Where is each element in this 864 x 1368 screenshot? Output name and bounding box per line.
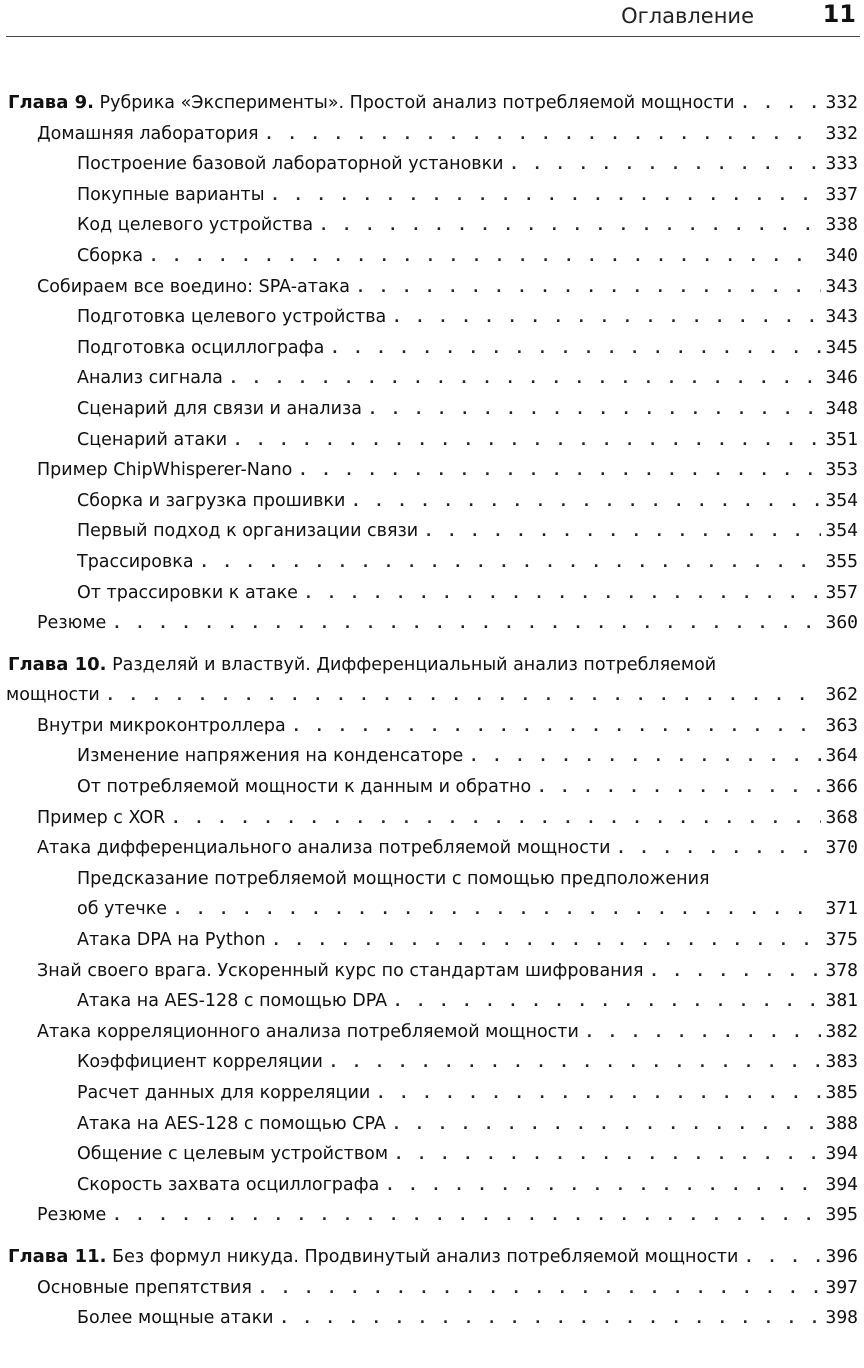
subsection-title: Сборка и загрузка прошивки — [77, 490, 346, 511]
toc-subsection[interactable] — [0, 1047, 864, 1078]
section-title: Пример ChipWhisperer-Nano — [37, 460, 293, 481]
leader-dots — [650, 956, 822, 987]
toc-page-number: 332 — [825, 122, 858, 144]
toc-section[interactable] — [0, 119, 864, 150]
table-of-contents — [0, 88, 864, 1334]
chapter-title: Без формул никуда. Продвинутый анализ потребляемой мощности — [112, 1246, 739, 1267]
toc-page-number: 375 — [825, 929, 858, 951]
leader-dots — [265, 119, 822, 150]
toc-page-number: 346 — [825, 367, 858, 389]
toc-subsection[interactable] — [0, 210, 864, 241]
subsection-title: Первый подход к организации связи — [77, 521, 419, 542]
toc-subsection[interactable] — [0, 180, 864, 211]
toc-page-number: 357 — [825, 581, 858, 603]
leader-dots — [233, 425, 821, 456]
chapter-label: Глава 11. — [8, 1245, 107, 1267]
leader-dots — [393, 986, 821, 1017]
leader-dots — [280, 1303, 822, 1334]
leader-dots — [368, 394, 822, 425]
toc-subsection[interactable] — [0, 741, 864, 772]
section-title: Знай своего врага. Ускоренный курс по стандартам шифрования — [37, 960, 644, 981]
toc-page-number: 397 — [825, 1276, 858, 1298]
chapter-title-cont: мощности — [6, 685, 100, 706]
toc-subsection[interactable] — [0, 425, 864, 456]
leader-dots — [740, 88, 821, 119]
section-title: Домашняя лаборатория — [37, 123, 259, 144]
subsection-title: Более мощные атаки — [77, 1308, 274, 1329]
leader-dots — [271, 180, 822, 211]
toc-page-number: 370 — [825, 837, 858, 859]
toc-page-number: 382 — [825, 1020, 858, 1042]
subsection-title: От трассировки к атаке — [77, 582, 298, 603]
section-title: Атака корреляционного анализа потребляемой мощности — [37, 1021, 579, 1042]
leader-dots — [329, 1047, 822, 1078]
section-title: Собираем все воедино: SPA-атака — [37, 276, 350, 297]
toc-chapter-11[interactable] — [0, 1242, 864, 1273]
leader-dots — [392, 1109, 822, 1140]
leader-dots — [376, 1078, 821, 1109]
toc-page-number: 355 — [825, 550, 858, 572]
toc-page-number: 343 — [825, 275, 858, 297]
toc-section[interactable] — [0, 956, 864, 987]
subsection-title: Общение с целевым устройством — [77, 1144, 389, 1165]
section-title: Основные препятствия — [37, 1277, 252, 1298]
leader-dots — [200, 547, 822, 578]
leader-dots — [351, 486, 821, 517]
subsection-title: Сборка — [77, 245, 144, 266]
toc-section[interactable] — [0, 833, 864, 864]
leader-dots — [292, 711, 822, 742]
leader-dots — [394, 1139, 821, 1170]
toc-subsection[interactable] — [0, 394, 864, 425]
toc-subsection[interactable] — [0, 864, 864, 925]
toc-page-number: 366 — [825, 776, 858, 798]
leader-dots — [385, 1170, 821, 1201]
leader-dots — [616, 833, 821, 864]
toc-page-number: 351 — [825, 428, 858, 450]
toc-page-number: 394 — [825, 1143, 858, 1165]
toc-page-number: 394 — [825, 1173, 858, 1195]
subsection-title: Изменение напряжения на конденсаторе — [77, 746, 464, 767]
running-head-title: Оглавление — [621, 4, 754, 28]
toc-subsection[interactable] — [0, 1139, 864, 1170]
leader-dots — [272, 925, 822, 956]
leader-dots — [392, 302, 821, 333]
chapter-title-continuation — [0, 680, 864, 711]
leader-dots — [173, 894, 821, 925]
page-number: 11 — [822, 0, 856, 28]
toc-page-number: 396 — [825, 1245, 858, 1267]
toc-subsection[interactable] — [0, 149, 864, 180]
toc-page-number: 332 — [825, 92, 858, 113]
chapter-title: Разделяй и властвуй. Дифференциальный анализ потребляемой — [112, 654, 717, 675]
toc-section[interactable] — [0, 711, 864, 742]
leader-dots — [304, 578, 822, 609]
toc-section[interactable] — [0, 272, 864, 303]
toc-subsection[interactable] — [0, 547, 864, 578]
toc-section[interactable] — [0, 455, 864, 486]
leader-dots — [112, 608, 821, 639]
subsection-title: Подготовка целевого устройства — [77, 307, 387, 328]
subsection-title: Анализ сигнала — [77, 368, 223, 389]
toc-page-number: 381 — [825, 990, 858, 1012]
toc-page-number: 340 — [825, 244, 858, 266]
leader-dots — [330, 333, 821, 364]
toc-page-number: 333 — [825, 153, 858, 175]
toc-page-number: 368 — [825, 806, 858, 828]
subsection-title: Скорость захвата осциллографа — [77, 1174, 380, 1195]
toc-subsection[interactable] — [0, 1109, 864, 1140]
subsection-title-continuation — [0, 894, 864, 925]
subsection-title: Расчет данных для корреляции — [77, 1083, 371, 1103]
leader-dots — [258, 1273, 822, 1304]
section-title: Резюме — [37, 1205, 107, 1226]
toc-chapter-10[interactable] — [0, 650, 864, 711]
leader-dots — [149, 241, 821, 272]
toc-page-number: 345 — [825, 336, 858, 358]
toc-page-number: 364 — [825, 745, 858, 767]
leader-dots — [171, 803, 821, 834]
toc-subsection[interactable] — [0, 516, 864, 547]
toc-subsection[interactable] — [0, 772, 864, 803]
toc-page-number: 353 — [825, 459, 858, 481]
section-title: Пример с XOR — [37, 807, 166, 828]
toc-subsection[interactable] — [0, 925, 864, 956]
section-title: Атака дифференциального анализа потребляемой мощности — [37, 838, 611, 859]
toc-page-number: 348 — [825, 397, 858, 419]
chapter-label: Глава 9. — [8, 92, 94, 113]
subsection-title: Трассировка — [77, 551, 194, 572]
section-title: Внутри микроконтроллера — [37, 715, 286, 736]
leader-dots — [510, 149, 822, 180]
leader-dots — [744, 1242, 821, 1273]
toc-page-number: 343 — [825, 306, 858, 328]
toc-section[interactable] — [0, 1200, 864, 1231]
toc-page-number: 378 — [825, 959, 858, 981]
subsection-title: Сценарий для связи и анализа — [77, 398, 362, 419]
toc-subsection[interactable] — [0, 578, 864, 609]
leader-dots — [319, 210, 821, 241]
subsection-title: Атака DPA на Python — [77, 930, 266, 951]
subsection-title: Предсказание потребляемой мощности с помощью предположения — [77, 868, 710, 889]
toc-page-number: 383 — [825, 1051, 858, 1073]
subsection-title: Атака на AES-128 с помощью CPA — [77, 1113, 386, 1134]
leader-dots — [537, 772, 821, 803]
toc-page-number: 388 — [825, 1112, 858, 1134]
header-rule — [6, 36, 860, 37]
toc-subsection[interactable] — [0, 486, 864, 517]
toc-page-number: 337 — [825, 183, 858, 205]
toc-page-number: 395 — [825, 1204, 858, 1226]
running-head — [0, 0, 864, 40]
subsection-title: Код целевого устройства — [77, 215, 314, 236]
toc-subsection[interactable] — [0, 986, 864, 1017]
leader-dots — [585, 1017, 822, 1048]
subsection-title: Атака на AES-128 с помощью DPA — [77, 991, 388, 1012]
subsection-title: Сценарий атаки — [77, 429, 228, 450]
toc-section[interactable] — [0, 803, 864, 834]
toc-page-number: 360 — [825, 612, 858, 634]
toc-page-number: 354 — [825, 520, 858, 542]
chapter-title: Рубрика «Эксперименты». Простой анализ потребляемой мощности — [99, 93, 735, 113]
toc-subsection[interactable] — [0, 1303, 864, 1334]
subsection-title: Коэффициент корреляции — [77, 1052, 323, 1073]
toc-section[interactable] — [0, 1273, 864, 1304]
subsection-title: Покупные варианты — [77, 184, 265, 205]
toc-subsection[interactable] — [0, 333, 864, 364]
toc-page-number: 338 — [825, 214, 858, 236]
toc-subsection[interactable] — [0, 1078, 864, 1109]
leader-dots — [469, 741, 821, 772]
toc-subsection[interactable] — [0, 1170, 864, 1201]
chapter-label: Глава 10. — [8, 653, 107, 675]
toc-page-number: 398 — [825, 1307, 858, 1329]
leader-dots — [229, 363, 822, 394]
toc-page-number: 354 — [825, 489, 858, 511]
section-title: Резюме — [37, 613, 107, 634]
toc-page-number: 363 — [825, 714, 858, 736]
toc-subsection[interactable] — [0, 363, 864, 394]
toc-section[interactable] — [0, 1017, 864, 1048]
subsection-title: Построение базовой лабораторной установки — [77, 154, 504, 175]
toc-page-number: 385 — [825, 1082, 858, 1103]
subsection-title: От потребляемой мощности к данным и обратно — [77, 777, 532, 798]
toc-subsection[interactable] — [0, 241, 864, 272]
toc-page-number: 362 — [825, 684, 858, 706]
leader-dots — [356, 272, 822, 303]
toc-chapter-9[interactable] — [0, 88, 864, 119]
subsection-title: Подготовка осциллографа — [77, 337, 325, 358]
leader-dots — [298, 455, 821, 486]
toc-section[interactable] — [0, 608, 864, 639]
chapter-title-line — [0, 650, 864, 681]
leader-dots — [424, 516, 821, 547]
subsection-title-cont: об утечке — [77, 899, 168, 920]
toc-subsection[interactable] — [0, 302, 864, 333]
leader-dots — [106, 680, 822, 711]
leader-dots — [112, 1200, 821, 1231]
toc-page-number: 371 — [825, 898, 858, 920]
